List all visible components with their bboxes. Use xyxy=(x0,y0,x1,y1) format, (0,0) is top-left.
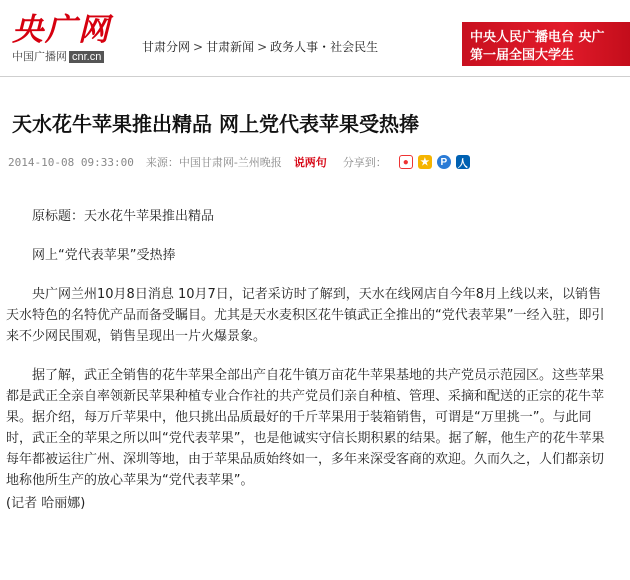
breadcrumb-gansu-news[interactable]: 甘肃新闻 xyxy=(206,40,255,54)
article-meta xyxy=(8,154,475,170)
article-source: 来源：中国甘肃网-兰州晚报 xyxy=(145,156,282,169)
share-icons xyxy=(399,155,475,169)
article-paragraph: 原标题：天水花牛苹果推出精品 xyxy=(32,209,215,224)
breadcrumb xyxy=(142,38,378,55)
breadcrumb-politics-society[interactable]: 政务人事・社会民生 xyxy=(270,40,379,54)
share-label: 分享到： xyxy=(342,156,387,169)
pengyou-icon[interactable]: P xyxy=(437,155,451,169)
article-title: 天水花牛苹果推出精品 网上党代表苹果受热捧 xyxy=(12,112,419,136)
article-body xyxy=(6,206,606,514)
banner-line-2: 第一届全国大学生 xyxy=(470,48,575,63)
logo-subtitle xyxy=(12,48,104,64)
qzone-icon[interactable]: ★ xyxy=(418,155,432,169)
comment-link[interactable]: 说两句 xyxy=(293,156,327,169)
renren-icon[interactable]: 人 xyxy=(456,155,470,169)
article-paragraph: 央广网兰州10月8日消息 10月7日，记者采访时了解到，天水在线网店自今年8月上线以来，以销售天水特色的名特优产品而备受瞩目。尤其是天水麦积区花牛镇武正全推出的“党代表苹果”一经入驻，即引来不少网民围观，销售呈现出一片火爆景象。 xyxy=(6,287,605,344)
logo-sub-text: 中国广播网 xyxy=(12,50,67,63)
header-divider xyxy=(0,76,630,77)
site-header xyxy=(0,0,630,72)
article-paragraph: 网上“党代表苹果”受热捧 xyxy=(32,248,176,263)
ad-banner[interactable] xyxy=(462,22,630,66)
banner-line-1: 中央人民广播电台 央广 xyxy=(470,30,605,45)
reporter-byline: (记者 哈丽娜) xyxy=(6,496,86,511)
breadcrumb-gansu-branch[interactable]: 甘肃分网 xyxy=(142,40,191,54)
article-paragraph: 据了解，武正全销售的花牛苹果全部出产自花牛镇万亩花牛苹果基地的共产党员示范园区。这些苹果都是武正全亲自率领新民苹果种植专业合作社的共产党员们亲自种植、管理、采摘和配送的正宗的花牛苹果。据介绍，每万斤苹果中，他只挑出品质最好的千斤苹果用于装箱销售，可谓是“万里挑一”。与此同时，武正全的苹果之所以叫“党代表苹果”，也是他诚实守信长期积累的结果。据了解，他生产的花牛苹果每年都被运往广州、深圳等地，由于苹果品质始终如一，多年来深受客商的欢迎。久而久之，人们都亲切地称他所生产的放心苹果为“党代表苹果”。 xyxy=(6,368,605,488)
logo-title: 央广网 xyxy=(12,12,111,48)
breadcrumb-separator: > xyxy=(193,40,204,54)
breadcrumb-separator: > xyxy=(257,40,268,54)
publish-date: 2014-10-08 09:33:00 xyxy=(8,155,134,169)
site-logo[interactable] xyxy=(8,4,128,66)
weibo-icon[interactable]: ● xyxy=(399,155,413,169)
logo-domain: cnr.cn xyxy=(69,51,104,63)
